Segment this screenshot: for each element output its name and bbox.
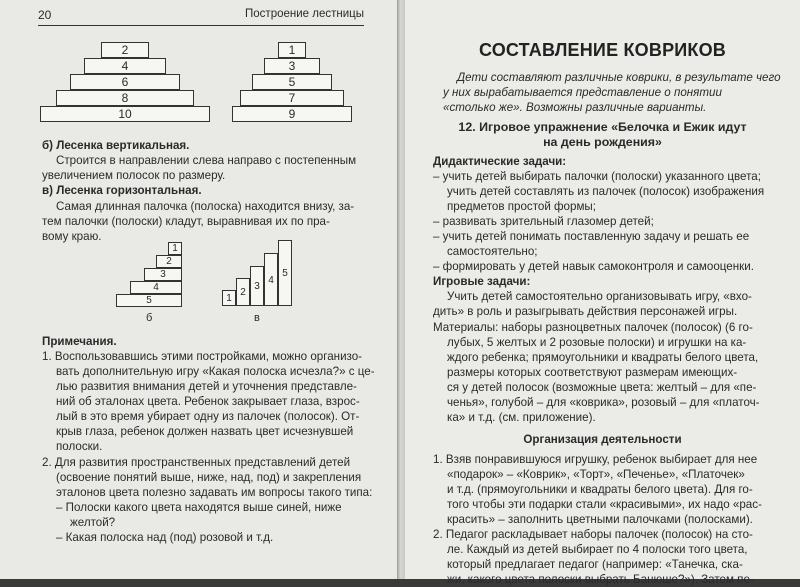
text-line: 2. Педагог раскладывает наборы палочек (полосок) на сто- — [433, 528, 753, 541]
text-line: Самая длинная палочка (полоска) находится внизу, за- — [56, 200, 355, 213]
header-rule — [38, 25, 364, 26]
game-tasks-heading: Игровые задачи: — [433, 275, 531, 288]
running-title: Построение лестницы — [245, 8, 364, 20]
text-line: эталонов цвета полезно задавать им вопросы такого типа: — [56, 486, 373, 499]
text-line: полоски. — [56, 440, 103, 453]
step-box: 1 — [278, 42, 306, 58]
step-box: 5 — [252, 74, 332, 90]
figure-horizontal-stair — [116, 242, 182, 306]
text-line: Строится в направлении слева направо с постепенным — [56, 154, 357, 167]
text-line: вому краю. — [42, 230, 102, 243]
step-box: 1 — [168, 242, 182, 255]
text-line: лубых, 5 желтых и 2 розовые полоски) и игрушки на ка- — [447, 336, 747, 349]
step-box: 2 — [156, 255, 182, 268]
text-line: размеры которых соответствуют размерам имеющих- — [447, 366, 738, 379]
step-box: 3 — [250, 266, 264, 306]
text-line: увеличением полосок по размеру. — [42, 169, 226, 182]
text-line: 1. Воспользовавшись этими постройками, можно организо- — [42, 350, 363, 363]
text-line: Учить детей самостоятельно организовывать игру, «вхо- — [447, 290, 752, 303]
book-gutter — [397, 0, 405, 579]
text-line: – учить детей выбирать палочки (полоски) указанного цвета; — [433, 170, 761, 183]
step-box: 5 — [116, 294, 182, 307]
text-line: предметов простой формы; — [447, 200, 596, 213]
text-line: тем палочки (полоски) кладут, выравнивая их по пра- — [42, 215, 330, 228]
text-line: ченья», голубой – для «коврика», розовый – для «платоч- — [447, 396, 760, 409]
step-box: 2 — [101, 42, 149, 58]
organization-heading: Организация деятельности — [523, 433, 682, 446]
left-page — [0, 0, 397, 579]
step-box: 3 — [264, 58, 320, 74]
running-header — [38, 6, 364, 24]
figure-vertical-stair — [222, 240, 292, 306]
step-box: 4 — [130, 281, 182, 294]
notes-heading: Примечания. — [42, 335, 117, 348]
figure-stair-odd — [232, 42, 352, 122]
text-line: 1. Взяв понравившуюся игрушку, ребенок выбирает для нее — [433, 453, 758, 466]
text-line: который предлагает педагог (например: «Танечка, ска- — [447, 558, 743, 571]
right-page — [405, 0, 800, 586]
intro-line: Дети составляют различные коврики, в результате чего — [457, 71, 781, 84]
caption-b: б — [146, 312, 153, 324]
step-box: 4 — [264, 253, 278, 306]
text-line: – развивать зрительный глазомер детей; — [433, 215, 654, 228]
step-box: 1 — [222, 290, 236, 306]
text-line: ждого ребенка; прямоугольники и квадраты белого цвета, — [447, 351, 759, 364]
text-line: красить» – заполнить цветными палочками (полосками). — [447, 513, 753, 526]
text-line: и т.д. (прямоугольники и квадраты белого цвета). Для го- — [447, 483, 753, 496]
step-box: 8 — [56, 90, 194, 106]
text-line: ся у детей полосок (возможные цвета: желтый – для «пе- — [447, 381, 757, 394]
step-box: 2 — [236, 278, 250, 306]
text-line: (освоение понятий выше, ниже, над, под) и закрепления — [56, 471, 362, 484]
text-line: учить детей составлять из палочек (полосок) изображения — [447, 185, 765, 198]
page-number: 20 — [38, 8, 52, 22]
text-line: того чтобы эти подарки стали «красивыми», их надо «рас- — [447, 498, 762, 511]
exercise-title-line1: 12. Игровое упражнение «Белочка и Ежик идут — [458, 120, 747, 134]
step-box: 3 — [144, 268, 182, 281]
text-line: 2. Для развития пространственных представлений детей — [42, 456, 351, 469]
text-line: ний об эталонах цвета. Ребенок закрывает глаза, взрос- — [56, 395, 360, 408]
text-line: лый в это время убирает одну из палочек (полосок). От- — [56, 410, 360, 423]
step-box: 4 — [84, 58, 166, 74]
figure-pyramid-even — [40, 42, 210, 122]
step-box: 9 — [232, 106, 352, 122]
intro-line: у них вырабатывается представление о понятии — [443, 86, 722, 99]
caption-c: в — [254, 312, 260, 324]
intro-line: «столько же». Возможны различные варианты. — [443, 101, 707, 114]
text-line: – Какая полоска над (под) розовой и т.д. — [56, 531, 274, 544]
text-line: дить» в роль и разыгрывать действия персонажей игры. — [433, 305, 738, 318]
didactic-heading: Дидактические задачи: — [433, 155, 567, 168]
text-line: крыв глаза, ребенок должен назвать цвет исчезнувшей — [56, 425, 354, 438]
text-line: самостоятельно; — [447, 245, 538, 258]
materials-line: Материалы: наборы разноцветных палочек (полосок) (6 го- — [433, 321, 753, 334]
subheading-horizontal: в) Лесенка горизонтальная. — [42, 184, 202, 197]
subheading-vertical: б) Лесенка вертикальная. — [42, 139, 190, 152]
step-box: 7 — [240, 90, 344, 106]
text-line: ле. Каждый из детей выбирает по 4 полоски того цвета, — [447, 543, 748, 556]
step-box: 5 — [278, 240, 292, 306]
text-line: – Полоски какого цвета находятся выше синей, ниже — [56, 501, 342, 514]
step-box: 6 — [70, 74, 180, 90]
text-line: желтой? — [70, 516, 116, 529]
text-line: «подарок» – «Коврик», «Торт», «Печенье», «Платочек» — [447, 468, 745, 481]
section-main-title: СОСТАВЛЕНИЕ КОВРИКОВ — [478, 40, 726, 60]
exercise-title-line2: на день рождения» — [543, 135, 662, 149]
text-line: – формировать у детей навык самоконтроля и самооценки. — [433, 260, 754, 273]
text-line: жи, какого цвета полоски выбрать Банюше?»). Затем пе- — [447, 573, 754, 586]
text-line: лью развития внимания детей и уточнения представле- — [56, 380, 357, 393]
text-line: – учить детей понимать поставленную задачу и решать ее — [433, 230, 750, 243]
text-line: ка» и т.д. (см. приложение). — [447, 411, 596, 424]
text-line: вать дополнительную игру «Какая полоска исчезла?» с це- — [56, 365, 375, 378]
step-box: 10 — [40, 106, 210, 122]
